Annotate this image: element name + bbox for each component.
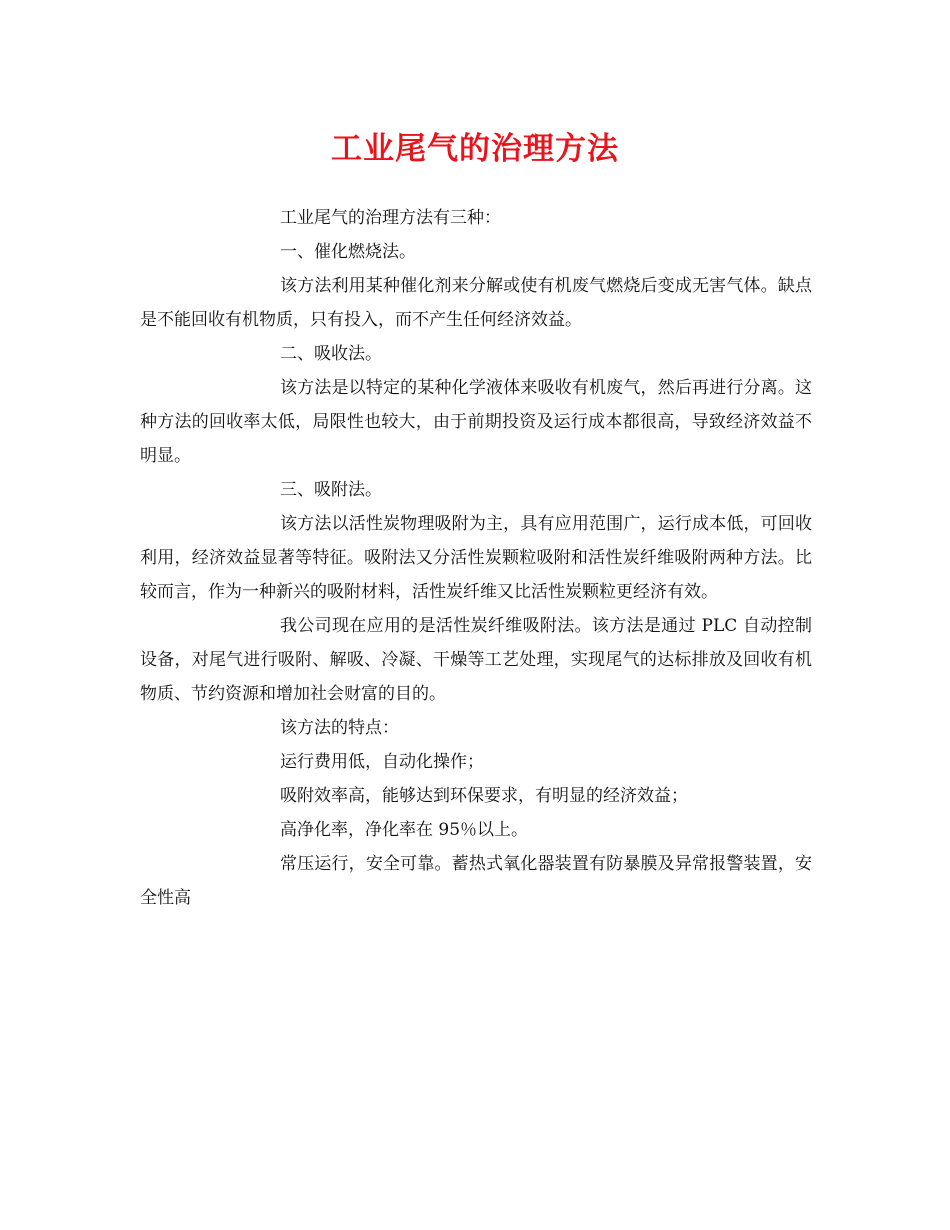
feature-item: 运行费用低，自动化操作； [280, 752, 484, 772]
paragraph-adsorption: 该方法以活性炭物理吸附为主，具有应用范围广，运行成本低，可回收利用，经济效益显著等特征。吸附法又分活性炭颗粒吸附和活性炭纤维吸附两种方法。比较而言，作为一种新兴的吸附材料，活性炭纤维又比活性炭颗粒更经济有效。 [140, 514, 812, 602]
feature-item: 高净化率，净化率在 95％以上。 [280, 820, 529, 840]
heading-absorption: 二、吸收法。 [280, 344, 382, 364]
heading-features: 该方法的特点： [280, 718, 399, 738]
document-body [140, 201, 812, 915]
document-title: 工业尾气的治理方法 [331, 131, 619, 167]
paragraph-catalytic-combustion: 该方法利用某种催化剂来分解或使有机废气燃烧后变成无害气体。缺点是不能回收有机物质，只有投入，而不产生任何经济效益。 [140, 276, 812, 330]
feature-item: 吸附效率高，能够达到环保要求，有明显的经济效益； [280, 786, 688, 806]
paragraph-absorption: 该方法是以特定的某种化学液体来吸收有机废气，然后再进行分离。这种方法的回收率太低，局限性也较大，由于前期投资及运行成本都很高，导致经济效益不明显。 [140, 378, 812, 466]
heading-adsorption: 三、吸附法。 [280, 480, 382, 500]
feature-item: 常压运行，安全可靠。蓄热式氧化器装置有防暴膜及异常报警装置，安全性高 [140, 854, 812, 908]
heading-catalytic-combustion: 一、催化燃烧法。 [280, 242, 416, 262]
paragraph-intro: 工业尾气的治理方法有三种： [280, 208, 501, 228]
paragraph-company-method: 我公司现在应用的是活性炭纤维吸附法。该方法是通过 PLC 自动控制设备，对尾气进行吸附、解吸、冷凝、干燥等工艺处理，实现尾气的达标排放及回收有机物质、节约资源和增加社会财富的目的。 [140, 616, 812, 704]
